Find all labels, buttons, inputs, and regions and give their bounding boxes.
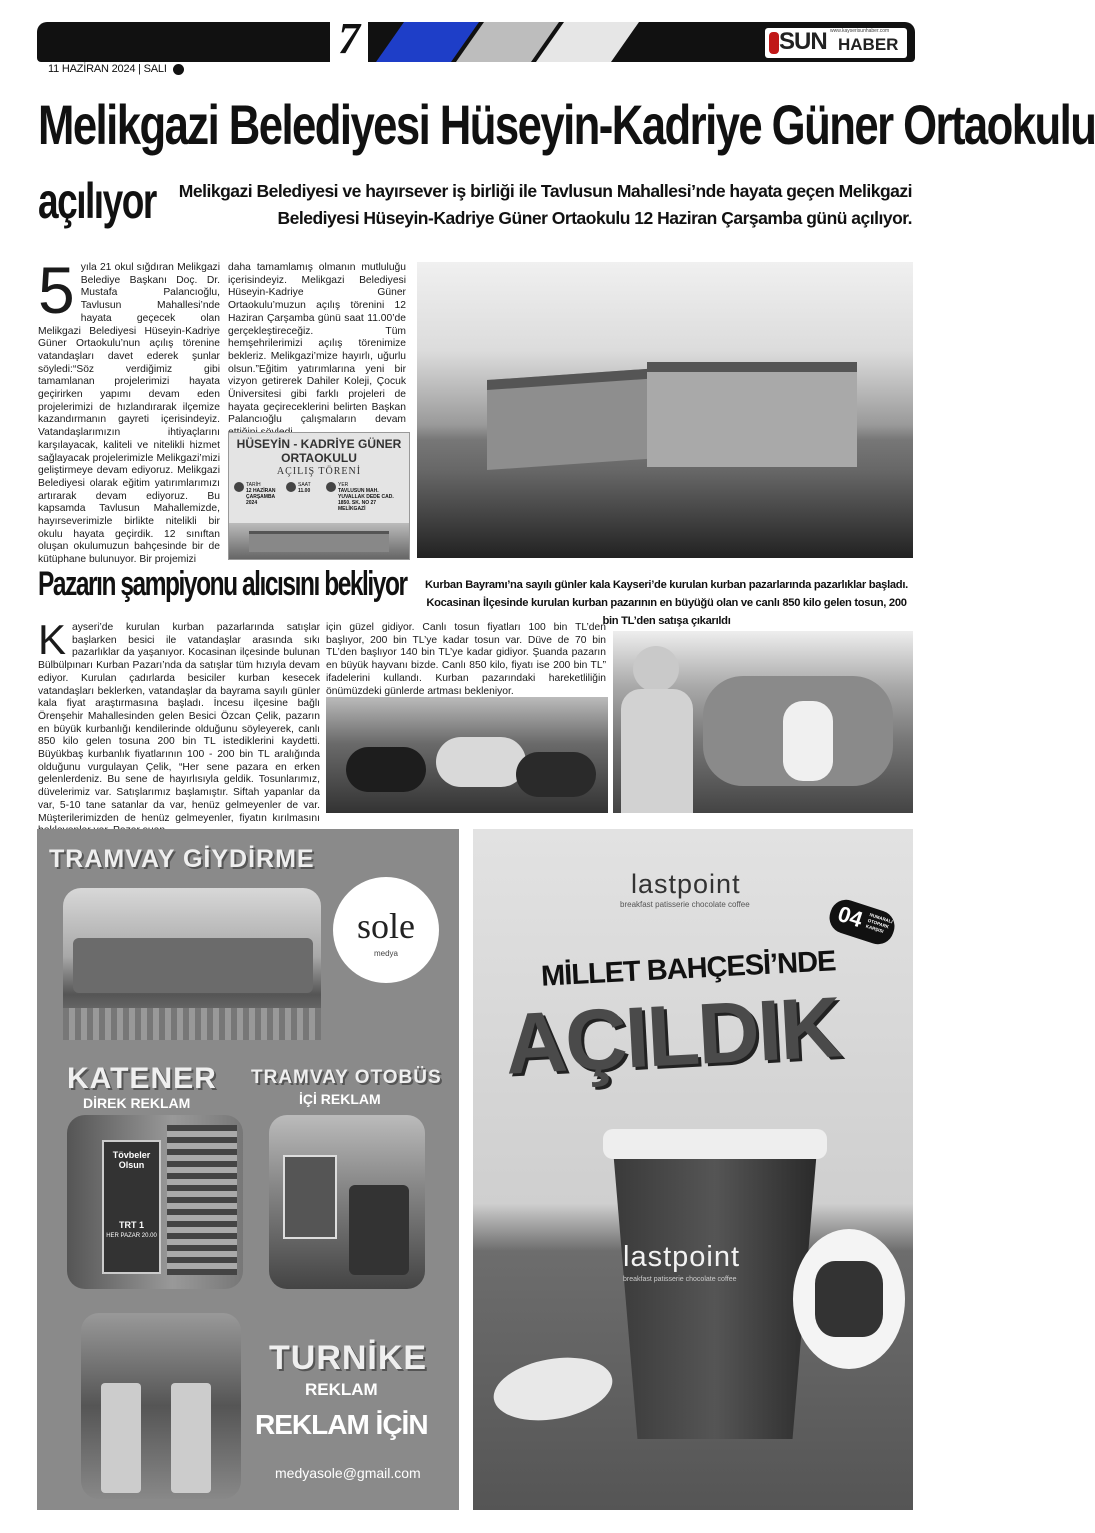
coffee-cup xyxy=(613,1149,817,1439)
sole-medya-ad[interactable] xyxy=(37,829,459,1510)
lastpoint-ad[interactable] xyxy=(473,829,913,1510)
photo-poster xyxy=(283,1155,337,1239)
katener-billboard xyxy=(102,1140,161,1274)
article1-dropcap: 5 xyxy=(38,253,75,327)
article2-col1 xyxy=(38,616,320,824)
location-pin-icon xyxy=(326,482,336,492)
plate xyxy=(793,1229,905,1369)
ad-title-turnike: TURNİKE xyxy=(269,1339,428,1377)
sole-logo[interactable] xyxy=(333,877,439,983)
ad-line1: MİLLET BAHÇESİ’NDE xyxy=(540,945,837,993)
article2-col2: için güzel gidiyor. Canlı tosun fiyatları 100 bin TL’den başlıyor, 200 bin TL’ye kadar tosun var. Düve de 70 bin TL’den başlıyor 140 bin TL’ye kadar gidiyor. Şuanda pazarın en büyük hayvanı bizde. Canlı 850 kilo, fiyatı ise 200 bin TL” ifadelerini kullandı. Kurban pazarındaki hareketliliğin önümüzdeki günlerde artması bekleniyor. xyxy=(326,622,606,697)
invite-title3: AÇILIŞ TÖRENİ xyxy=(276,466,362,477)
ad-cta: REKLAM İÇİN xyxy=(255,1409,428,1440)
article1-col2: daha tamamlamış olmanın mutluluğu içerisindeyiz. Melikgazi Belediyesi Hüseyin-Kadriye Güner Ortaokulu’muzun açılış törenini 12 Haziran Çarşamba günü saat 11.00’de gerçekleştireceğiz. Tüm hemşehrilerimizi açılış törenimize bekleriz. Melikgazi’mize hayırlı, uğurlu olsun.”Eğitim yatırımlarına yeni bir vizyon getirerek Dahiler Koleji, Çocuk Üniversitesi gibi farklı projeleri de hayata geçireceklerini belirten Başkan Palancıoğlu çalışmaların devam xyxy=(228,262,406,426)
article1-col1 xyxy=(38,253,220,566)
photo-bull-face xyxy=(783,701,833,781)
cup-tagline: breakfast patisserie chocolate coffee xyxy=(623,1276,737,1283)
photo-person-head xyxy=(633,646,679,692)
invite-time-label: SAAT xyxy=(298,482,311,488)
opening-invitation xyxy=(228,432,410,560)
invite-date-label: TARİH xyxy=(246,482,261,488)
invite-school-image xyxy=(229,523,409,559)
ad-title-tramvay-otobus: TRAMVAY OTOBÜS xyxy=(251,1067,442,1088)
billboard-trt: TRT 1 xyxy=(118,1220,144,1230)
calendar-icon xyxy=(234,482,244,492)
invite-title2: ORTAOKULU xyxy=(281,451,357,465)
sole-logo-text: sole xyxy=(357,906,415,946)
invite-time-value: 11.00 xyxy=(298,488,311,494)
logo-mark-icon xyxy=(769,32,779,54)
invite-time xyxy=(286,482,322,512)
katener-photo xyxy=(67,1115,243,1289)
invite-place-value: TAVLUSUN MAH. YUVALLAK DEDE CAD. 1850. SK. NO 27 MELİKGAZİ xyxy=(338,488,394,512)
article2-dropcap: K xyxy=(38,616,67,663)
billboard-time: HER PAZAR 20.00 xyxy=(106,1233,157,1239)
ad-email[interactable]: medyasole@gmail.com xyxy=(275,1465,421,1481)
ad-sub-tramvay-otobus: İÇİ REKLAM xyxy=(299,1091,381,1107)
badge-number: 04 xyxy=(834,900,866,933)
article1-headline[interactable]: Melikgazi Belediyesi Hüseyin-Kadriye Güner Ortaokulu xyxy=(38,93,1095,156)
logo-sub: HABER xyxy=(838,35,899,54)
photo-rails xyxy=(63,1008,321,1040)
article2-headline[interactable]: Pazarın şampiyonu alıcısını bekliyor xyxy=(38,565,407,603)
logo-url: www.kayserisunhaber.com xyxy=(830,28,890,34)
photo-building xyxy=(167,1125,237,1275)
photo-tram xyxy=(73,938,313,993)
logo-main: SUN xyxy=(779,28,827,55)
ad-title-katener: KATENER xyxy=(67,1062,217,1095)
sole-logo-sub: medya xyxy=(373,949,398,958)
lastpoint-logo: lastpoint xyxy=(631,869,741,899)
photo-seats xyxy=(349,1185,409,1275)
ad-sub-katener: DİREK REKLAM xyxy=(83,1095,191,1111)
article2-col1-text: ayseri’de kurulan kurban pazarlarında satışlar başlarken besici ile vatandaşlar arasında sıkı pazarlıklar da yaşanıyor. Kocasinan ilçesinde bulunan Bülbülpınarı Kurban Pazarı’nda da satışlar tüm hızıyla devam ediyor. Kurulan çadırlarda besiciler kurban kesecek vatandaşları beklerken, vatandaşlar da bayrama sayılı günler kala fiyat araştırmasına başladı. İncesu ilçesine bağlı Örenşehir Mahallesinden gelen Besici Özcan Çelik, pazarın en büyük kurbanlığı kendilerinde olduğunu söyleyerek, canlı 850 kilo gelen tosuna 200 bin TL istediklerini kaydetti. Büyükbaş kurbanlık fiyatlarının 100 - 200 bin TL aralığında olduğunu vurgulayan Çelik, “Her sene pazara en erken gelenlerdeniz. Bu sene de hayırlısıyla geldik. Tosunlarımız, düvelerimiz var. Satışlarımız başlamıştır. Siftah yapanlar da var, 5-10 tane satanlar da var, henüz gelmeyenler de var. Müşterilerimizden de henüz gelmeyenler, fiyatın kırılmasını xyxy=(38,622,320,824)
page-number: 7 xyxy=(330,14,368,64)
ad-title-tramvay: TRAMVAY GİYDİRME xyxy=(49,845,315,873)
cup-logo: lastpoint xyxy=(623,1241,741,1273)
school-building-photo xyxy=(417,262,913,558)
photo-turnstile-2 xyxy=(171,1383,211,1493)
cattle-market-photo xyxy=(326,697,608,813)
ad-sub-turnike: REKLAM xyxy=(305,1380,378,1399)
photo-ground xyxy=(417,472,913,558)
issue-date: 11 HAZİRAN 2024 | SALI xyxy=(48,63,167,75)
article1-deck: Melikgazi Belediyesi ve hayırsever iş birliği ile Tavlusun Mahallesi’nde hayata geçen Melikgazi Belediyesi Hüseyin-Kadriye Güner Ortaokulu 12 Haziran Çarşamba günü açılıyor. xyxy=(178,181,912,228)
besici-with-bull-photo xyxy=(613,631,913,813)
invite-title1: HÜSEYİN - KADRİYE GÜNER xyxy=(236,437,402,451)
invite-date xyxy=(234,482,282,512)
article1-col1-text: yıla 21 okul sığdıran Melikgazi Belediye Başkanı Doç. Dr. Mustafa Palancıoğlu, Tavlusun Mahallesi’nde hayata geçecek olan Melikgazi Belediyesi Hüseyin-Kadriye Güner Ortaokulu’nun açılış törenine vatandaşları davet ederek şunlar söyledi:“Söz verdiğimiz gibi tamamlanan projelerimizi hayata geçirirken yapımı devam eden projelerimizi de hızlandırarak ilçemize kazandırmanın gayreti içerisindeyiz. Vatandaşlarımızın ihtiyaçlarını karşılayacak, kaliteli ve nitelikli hizmet sağlayacak projelerimizle Melikgazi’mizi geliştirmeye devam ediyoruz. Melikgazi Belediyesi olarak eğitim yatırımlarımızı artırarak devam ediyoruz. Bu kapsamda Tavlusun Mahallemizde, hayırseverimizle birlikte nitelikli bir okulu hayata geçirdik. 12 sınıftan oluşan okulumuzun bahçesinde bir de kütüphane bulunuyor. Bir projemizi xyxy=(38,262,220,566)
coffee-cup-lid xyxy=(603,1129,827,1159)
turnstile-photo xyxy=(81,1313,241,1499)
tram-photo xyxy=(63,888,321,1040)
plate-food xyxy=(815,1261,883,1337)
tram-interior-photo xyxy=(269,1115,425,1289)
ad-line2: AÇILDIK xyxy=(502,979,843,1093)
invite-place xyxy=(326,482,402,512)
article1-headline-cont[interactable]: açılıyor xyxy=(38,173,156,229)
billboard-text: Tövbeler Olsun xyxy=(112,1150,151,1170)
invite-place-label: YER xyxy=(338,482,349,488)
lastpoint-tagline: breakfast patisserie chocolate coffee xyxy=(620,900,750,909)
article2-deck: Kurban Bayramı’na sayılı günler kala Kayseri’de kurulan kurban pazarlarında pazarlıklar başladı. Kocasinan İlçesinde kurulan kurban pazarının en büyüğü olan ve canlı 850 kilo gelen tosun, 200 bin TL’den satışa çıkarıldı xyxy=(425,579,908,627)
clock-icon xyxy=(286,482,296,492)
photo-turnstile-1 xyxy=(101,1383,141,1493)
header-dot xyxy=(173,64,184,75)
invite-date-value: 12 HAZİRAN ÇARŞAMBA 2024 xyxy=(246,488,276,506)
photo-building-right xyxy=(647,362,857,467)
badge-text: NUMARALI OTOPARK KARŞISI xyxy=(865,912,894,934)
photo-person-body xyxy=(621,689,693,813)
